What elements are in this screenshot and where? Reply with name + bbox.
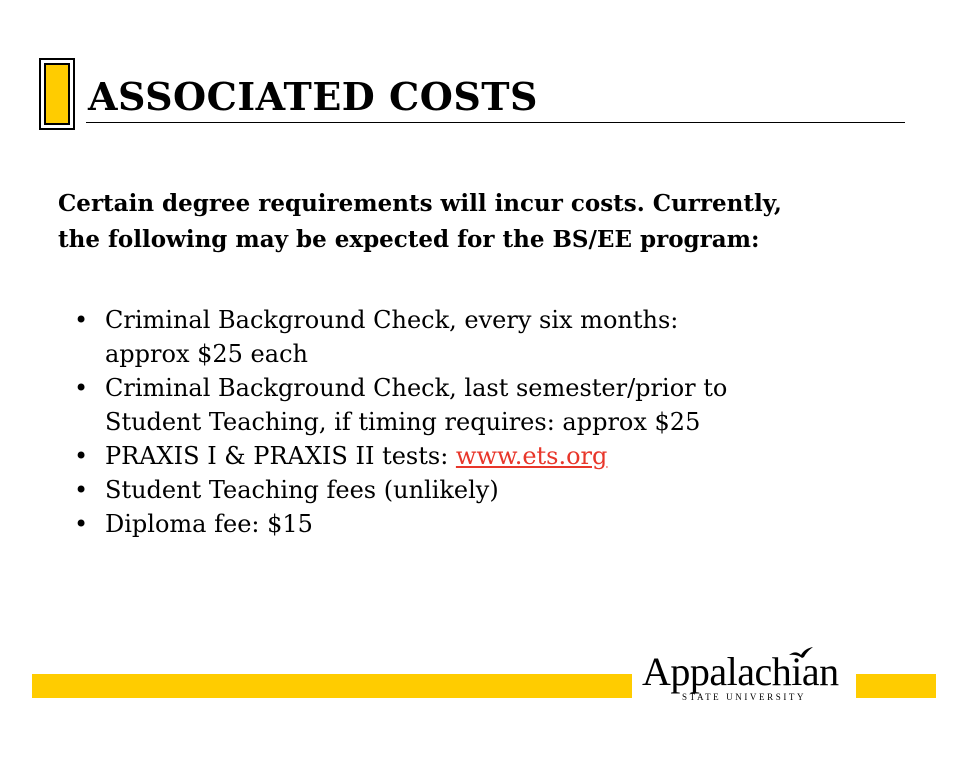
slide-title: ASSOCIATED COSTS (88, 74, 538, 119)
ets-link[interactable]: www.ets.org (455, 442, 608, 470)
bullet-icon: • (74, 306, 89, 334)
list-item-text: Diploma fee: $15 (105, 510, 313, 538)
intro-text (58, 186, 918, 258)
praxis-text: PRAXIS I & PRAXIS II tests: (105, 442, 456, 470)
footer-bar-right (856, 674, 936, 698)
university-logo (642, 648, 848, 706)
list-item (74, 439, 894, 473)
list-item (74, 303, 894, 371)
list-item-text (105, 439, 894, 473)
list-item-text: Criminal Background Check, last semester/prior to (105, 374, 728, 402)
list-item (74, 371, 894, 439)
title-marker (39, 58, 75, 130)
bullet-icon: • (74, 476, 89, 504)
list-item-text: Student Teaching, if timing requires: approx $25 (105, 408, 701, 436)
list-item (74, 473, 894, 507)
list-item-text: Criminal Background Check, every six months: (105, 306, 679, 334)
title-divider (86, 122, 905, 123)
intro-line: Certain degree requirements will incur costs. Currently, (58, 190, 782, 217)
intro-line: the following may be expected for the BS/EE program: (58, 226, 760, 253)
bullet-icon: • (74, 442, 89, 470)
bullet-icon: • (74, 374, 89, 402)
footer-bar-left (32, 674, 632, 698)
logo-wordmark: Appalachian (642, 649, 839, 694)
bullet-icon: • (74, 510, 89, 538)
cost-list (74, 303, 894, 541)
list-item-text: approx $25 each (105, 340, 308, 368)
logo-subtitle: STATE UNIVERSITY (682, 692, 807, 702)
list-item-text: Student Teaching fees (unlikely) (105, 476, 499, 504)
list-item (74, 507, 894, 541)
